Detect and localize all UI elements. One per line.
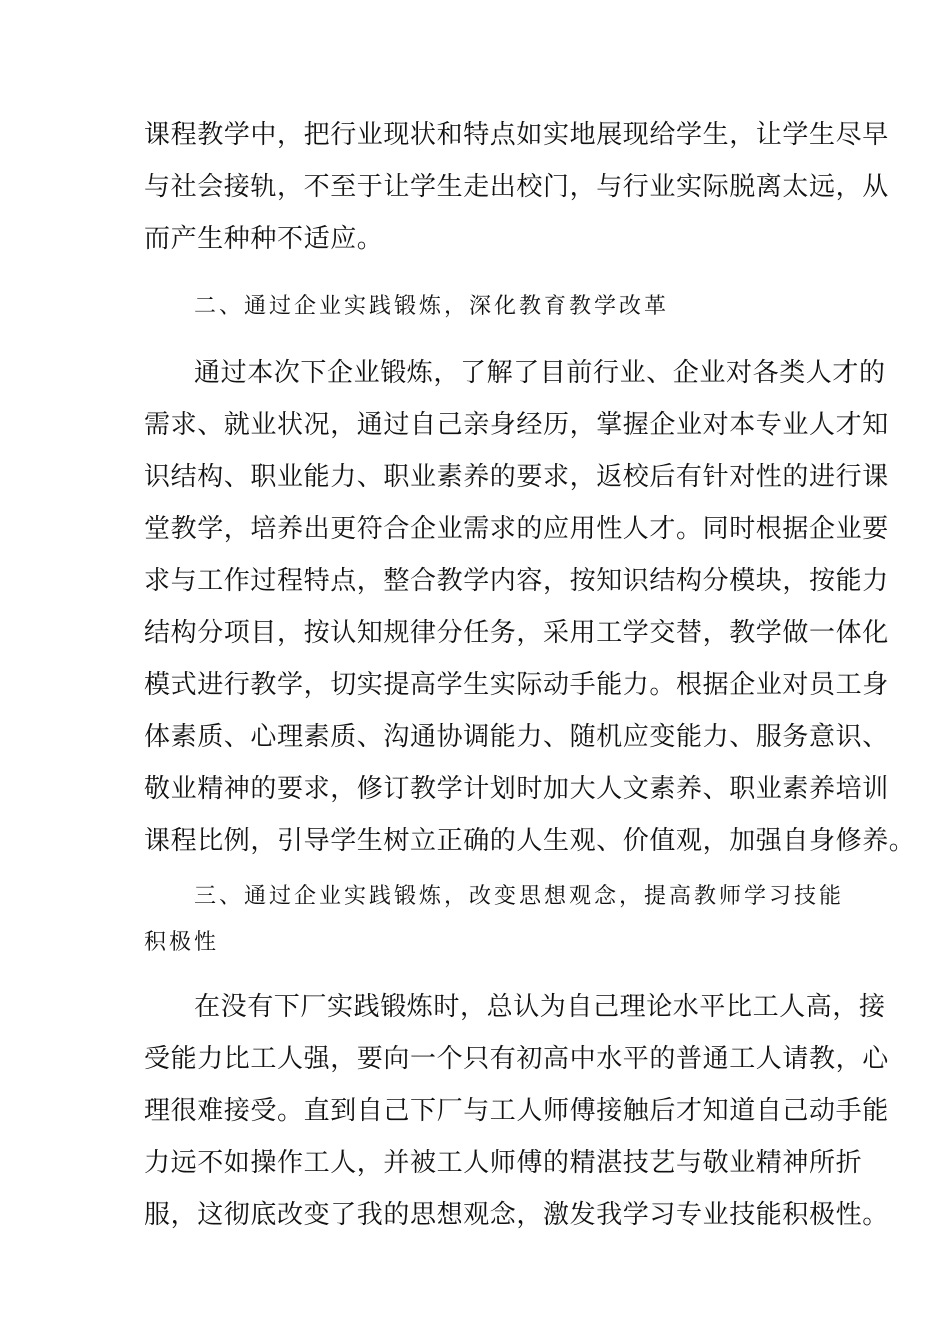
heading-line: 三、通过企业实践锻炼，改变思想观念，提高教师学习技能 [194, 884, 845, 909]
text-line: 识结构、职业能力、职业素养的要求，返校后有针对性的进行课 [144, 462, 889, 492]
text-line: 模式进行教学，切实提高学生实际动手能力。根据企业对员工身 [144, 670, 889, 700]
text-line: 求与工作过程特点，整合教学内容，按知识结构分模块，按能力 [144, 566, 889, 596]
text-line: 与社会接轨，不至于让学生走出校门，与行业实际脱离太远，从 [144, 172, 889, 202]
text-line: 力远不如操作工人，并被工人师傅的精湛技艺与敬业精神所折 [144, 1148, 863, 1178]
text-line: 结构分项目，按认知规律分任务，采用工学交替，教学做一体化 [144, 618, 889, 648]
text-line: 而产生种种不适应。 [144, 224, 384, 254]
text-line: 受能力比工人强，要向一个只有初高中水平的普通工人请教，心 [144, 1044, 889, 1074]
text-line: 堂教学，培养出更符合企业需求的应用性人才。同时根据企业要 [144, 514, 889, 544]
text-line: 课程比例，引导学生树立正确的人生观、价值观，加强自身修养。 [144, 826, 916, 856]
text-line: 体素质、心理素质、沟通协调能力、随机应变能力、服务意识、 [144, 722, 889, 752]
text-line: 通过本次下企业锻炼，了解了目前行业、企业对各类人才的 [194, 358, 886, 388]
text-line: 课程教学中，把行业现状和特点如实地展现给学生，让学生尽早 [144, 120, 889, 150]
text-line: 敬业精神的要求，修订教学计划时加大人文素养、职业素养培训 [144, 774, 889, 804]
heading-line: 积极性 [144, 930, 220, 955]
text-line: 需求、就业状况，通过自己亲身经历，掌握企业对本专业人才知 [144, 410, 889, 440]
heading-line: 二、通过企业实践锻炼，深化教育教学改革 [194, 294, 670, 319]
text-line: 在没有下厂实践锻炼时，总认为自己理论水平比工人高，接 [194, 992, 886, 1022]
text-line: 理很难接受。直到自己下厂与工人师傅接触后才知道自己动手能 [144, 1096, 889, 1126]
text-line: 服，这彻底改变了我的思想观念，激发我学习专业技能积极性。 [144, 1200, 889, 1230]
